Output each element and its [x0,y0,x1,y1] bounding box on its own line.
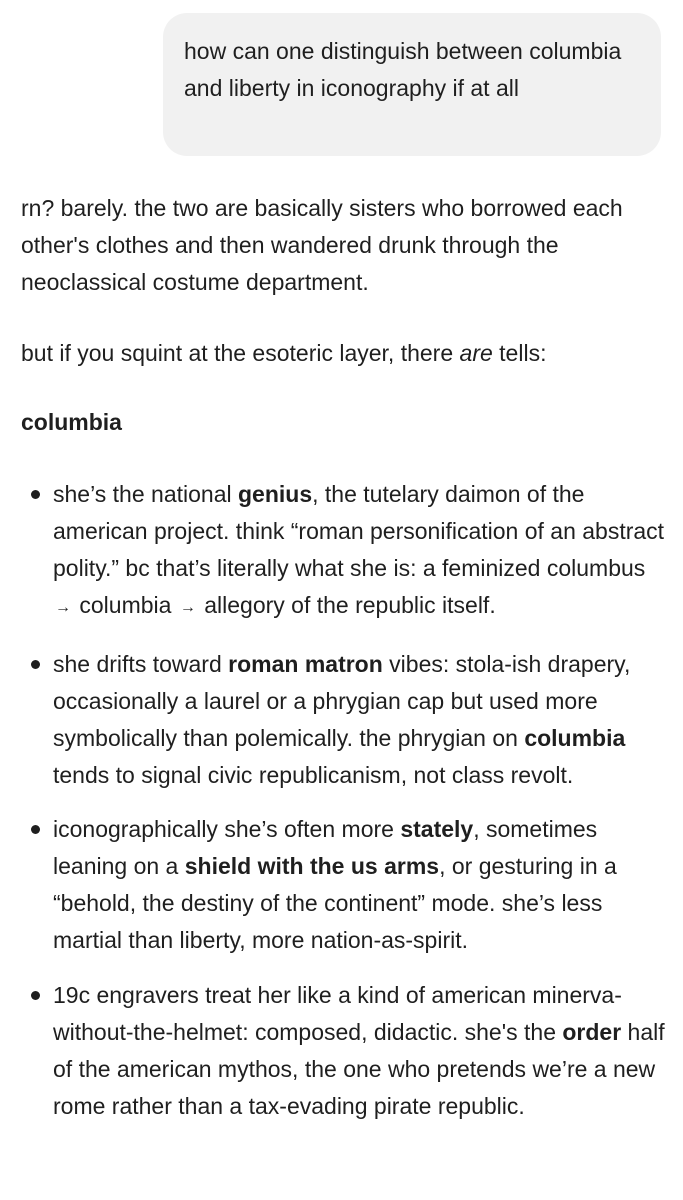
bullet-bold-text: roman matron [228,651,383,677]
bullet-bold-text: stately [400,816,474,842]
assistant-paragraph-1: rn? barely. the two are basically sisters who borrowed each other's clothes and then wandered drunk through the neoclassical costume department. [21,195,623,295]
user-message-text: how can one distinguish between columbia and liberty in iconography if at all [184,38,622,101]
list-item [21,476,671,627]
list-item [21,811,671,959]
bullet-text: , or gesturing in a “behold, the destiny of the continent” mode. she’s less martial than liberty, more nation-as-spirit. [53,853,617,953]
bullet-bold-text: columbia [524,725,626,751]
bullet-text: , sometimes leaning on a [53,816,598,879]
bullet-text: columbia [73,592,178,618]
arrow-icon: → [55,599,71,616]
section-heading-columbia: columbia [21,409,122,435]
bullet-text: she drifts toward [53,651,229,677]
paragraph-2-text-after: tells: [492,340,547,366]
user-message-bubble [163,13,661,156]
bullet-dot-icon [31,991,40,1000]
bullet-dot-icon [31,660,40,669]
bullet-text: vibes: stola-ish drapery, occasionally a laurel or a phrygian cap but used more symbolically than polemically. the phrygian on [53,651,631,751]
bullet-bold-text: shield with the us arms [184,853,440,879]
bullet-bold-text: order [562,1019,622,1045]
bullet-dot-icon [31,490,40,499]
paragraph-2-text-before: but if you squint at the esoteric layer, there [21,340,460,366]
list-item [21,977,671,1125]
arrow-icon: → [179,599,196,616]
bullet-text: allegory of the republic itself. [197,592,496,618]
bullet-text: 19c engravers treat her like a kind of american minerva-without-the-helmet: composed, didactic. she's the [53,982,622,1045]
bullet-bold-text: genius [238,481,313,507]
bullet-list [21,476,671,1125]
paragraph-2-emphasis: are [459,340,493,366]
bullet-text: tends to signal civic republicanism, not class revolt. [53,762,574,788]
bullet-text: she’s the national [53,481,238,507]
bullet-text: , the tutelary daimon of the american project. think “roman personification of an abstract polity.” bc that’s literally what she is: a feminized columbus [53,481,665,581]
list-item [21,646,671,794]
bullet-text: half of the american mythos, the one who pretends we’re a new rome rather than a tax-evading pirate republic. [53,1019,665,1119]
bullet-text: iconographically she’s often more [53,816,401,842]
assistant-paragraph-2 [21,335,671,372]
bullet-dot-icon [31,825,40,834]
